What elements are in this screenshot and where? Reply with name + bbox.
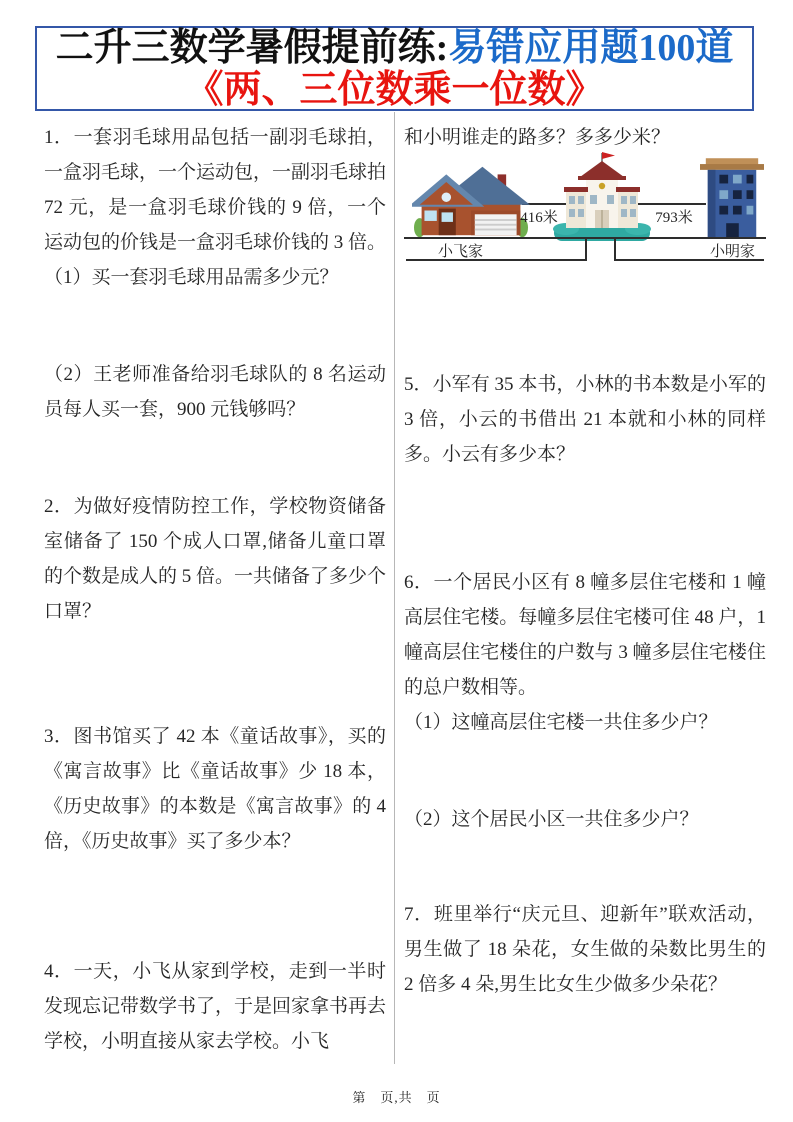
bracket-tick-left <box>585 237 587 261</box>
distance-label-right: 793米 <box>655 210 693 226</box>
bracket-tick-right <box>614 237 616 261</box>
school-icon <box>552 151 652 247</box>
problem-6-question-2: （2）这个居民小区一共住多少户？ <box>404 809 699 830</box>
problem-1-text: 1．一套羽毛球用品包括一副羽毛球拍，一盒羽毛球，一个运动包，一副羽毛球拍 72 元，是一盒羽毛球价钱的 9 倍，一个运动包的价钱是一盒羽毛球价钱的 3 倍。 <box>44 127 387 253</box>
problem-6-text: 6．一个居民小区有 8 幢多层住宅楼和 1 幢高层住宅楼。每幢多层住宅楼可住 48 户，1 幢高层住宅楼住的户数与 3 幢多层住宅楼住的总户数相等。 <box>404 572 766 698</box>
house-icon <box>412 163 530 239</box>
left-column <box>44 120 386 1059</box>
problem-7-text: 7．班里举行“庆元旦、迎新年”联欢活动，男生做了 18 朵花，女生做的朵数比男生的 2 倍多 4 朵,男生比女生少做多少朵花？ <box>404 904 766 995</box>
bracket-line-left <box>406 259 586 261</box>
label-xiaofei-home: 小飞家 <box>438 244 484 260</box>
distance-label-left: 416米 <box>520 210 558 226</box>
right-column <box>404 120 766 1002</box>
title-line-2: 《两、三位数乘一位数》 <box>185 68 604 111</box>
problem-6-question-1: （1）这幢高层住宅楼一共住多少户？ <box>404 712 718 733</box>
problem-5-text: 5．小军有 35 本书，小林的书本数是小军的 3 倍，小云的书借出 21 本就和小林的同样多。小云有多少本？ <box>404 374 766 465</box>
page-footer: 第 页,共 页 <box>352 1090 441 1105</box>
problem-1-question-2: （2）王老师准备给羽毛球队的 8 名运动员每人买一套，900 元钱够吗？ <box>44 364 386 420</box>
apartment-building-icon <box>700 157 764 239</box>
problem-3-text: 3．图书馆买了 42 本《童话故事》，买的《寓言故事》比《童话故事》少 18 本，《历史故事》的本数是《寓言故事》的 4 倍，《历史故事》买了多少本？ <box>44 726 386 852</box>
label-xiaoming-home: 小明家 <box>710 244 756 260</box>
title-line-1-black: 二升三数学暑假提前练: <box>55 26 449 69</box>
distance-diagram <box>404 155 766 275</box>
problem-4-text: 4．一天，小飞从家到学校，走到一半时发现忘记带数学书了，于是回家拿书再去学校，小明直接从家去学校。小飞 <box>44 961 387 1052</box>
title-line-1 <box>56 27 734 69</box>
title-line-1-blue: 易错应用题100道 <box>448 26 734 69</box>
problem-1-question-1: （1）买一套羽毛球用品需多少元？ <box>44 267 339 288</box>
column-divider <box>394 112 395 1064</box>
title-box <box>35 26 754 111</box>
problem-2-text: 2．为做好疫情防控工作，学校物资储备室储备了 150 个成人口罩,储备儿童口罩的个数是成人的 5 倍。一共储备了多少个口罩？ <box>44 496 387 622</box>
problem-4-continued: 和小明谁走的路多？多多少米？ <box>404 127 671 148</box>
